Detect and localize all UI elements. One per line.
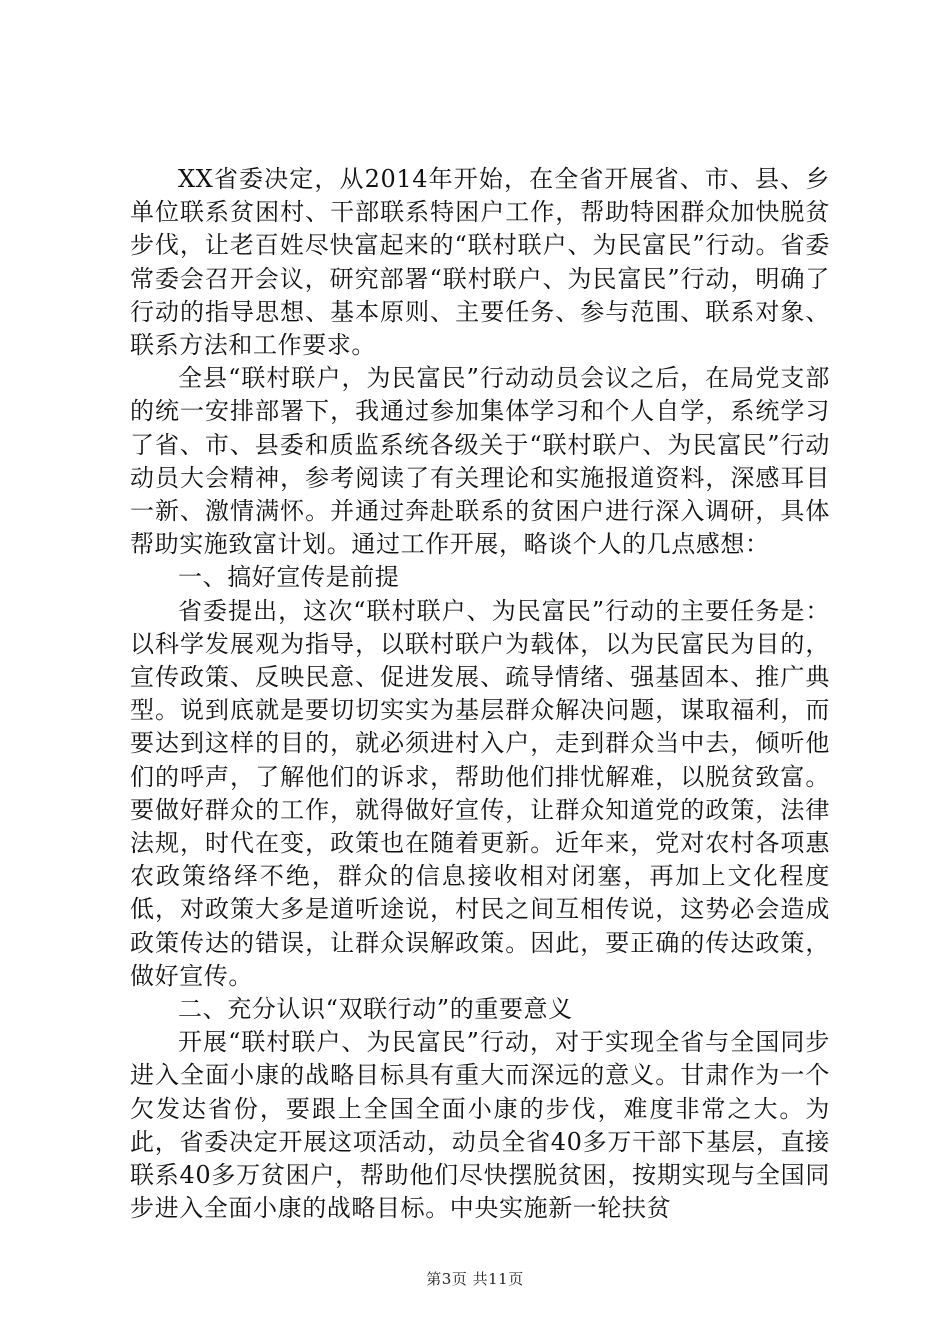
paragraph-study: 全县“联村联户，为民富民”行动动员会议之后，在局党支部的统一安排部署下，我通过参加集体学习和个人自学，系统学习了省、市、县委和质监系统各级关于“联村联户、为民富民”行动动员大会精神，参考阅读了有关理论和实施报道资料，深感耳目一新、激情满怀。并通过奔赴联系的贫困户进行深入调研，具体帮助实施致富计划。通过工作开展，略谈个人的几点感想： — [130, 364, 830, 559]
paragraph-publicity: 省委提出，这次“联村联户、为民富民”行动的主要任务是：以科学发展观为指导，以联村联户为载体，以为民富民为目的，宣传政策、反映民意、促进发展、疏导情绪、强基固本、推广典型。说到底就是要切切实实为基层群众解决问题，谋取福利，而要达到这样的目的，就必须进村入户，走到群众当中去，倾听他们的呼声，了解他们的诉求，帮助他们排忧解难，以脱贫致富。要做好群众的工作，就得做好宣传，让群众知道党的政策，法律法规，时代在变，政策也在随着更新。近年来，党对农村各项惠农政策络绎不绝，群众的信息接收相对闭塞，再加上文化程度低，对政策大多是道听途说，村民之间互相传说，这势必会造成政策传达的错误，让群众误解政策。因此，要正确的传达政策，做好宣传。 — [130, 596, 830, 990]
paragraph-intro: XX省委决定，从2014年开始，在全省开展省、市、县、乡单位联系贫困村、干部联系特困户工作，帮助特困群众加快脱贫步伐，让老百姓尽快富起来的“联村联户、为民富民”行动。省委常委会召开会议，研究部署“联村联户、为民富民”行动，明确了行动的指导思想、基本原则、主要任务、参与范围、联系对象、联系方法和工作要求。 — [130, 165, 830, 360]
section-heading-1: 一、搞好宣传是前提 — [178, 563, 400, 592]
document-body — [130, 163, 830, 1226]
page-number: 第3页 共11页 — [426, 1270, 524, 1288]
paragraph-significance: 开展“联村联户、为民富民”行动，对于实现全省与全国同步进入全面小康的战略目标具有重大而深远的意义。甘肃作为一个欠发达省份，要跟上全国全面小康的步伐，难度非常之大。为此，省委决定开展这项活动，动员全省40多万干部下基层，直接联系40多万贫困户，帮助他们尽快摆脱贫困，按期实现与全国同步进入全面小康的战略目标。中央实施新一轮扶贫 — [130, 1028, 830, 1223]
section-heading-2: 二、充分认识“双联行动”的重要意义 — [178, 995, 573, 1024]
